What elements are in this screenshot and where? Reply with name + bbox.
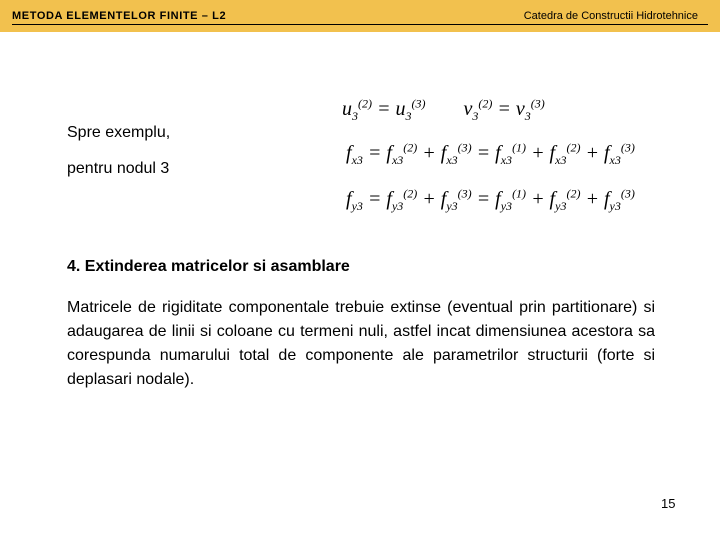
slide-header-bar [0,0,720,32]
section-paragraph: Matricele de rigiditate componentale trebuie extinse (eventual prin partitionare) si adaugarea de linii si coloane cu termeni nuli, astfel incat dimensiunea acestora sa corespunda numarului total de componente ale parametrilor structurii (forte si deplasari nodale). [67,299,655,388]
equation-force-x-sum: $f_{x3} = f_{x3}^{(2)} + f_{x3}^{(3)} = f_{x3}^{(1)} + f_{x3}^{(2)} + f_{x3}^{(3)}$ [346,140,635,167]
intro-line-1: Spre exemplu, [67,124,171,141]
header-divider [12,24,708,25]
page-number: 15 [661,496,676,511]
department-name: Catedra de Constructii Hidrotehnice [523,10,698,22]
intro-line-2: pentru nodul 3 [67,160,170,177]
section-heading: 4. Extinderea matricelor si asamblare [67,258,350,275]
course-title: METODA ELEMENTELOR FINITE – L2 [12,10,227,22]
equation-displacement-continuity: $u_3^{(2)} = u_3^{(3)}$ $v_3^{(2)} = v_3^{(3)}$ [342,96,545,123]
equation-force-y-sum: $f_{y3} = f_{y3}^{(2)} + f_{y3}^{(3)} = f_{y3}^{(1)} + f_{y3}^{(2)} + f_{y3}^{(3)}$ [346,186,635,213]
